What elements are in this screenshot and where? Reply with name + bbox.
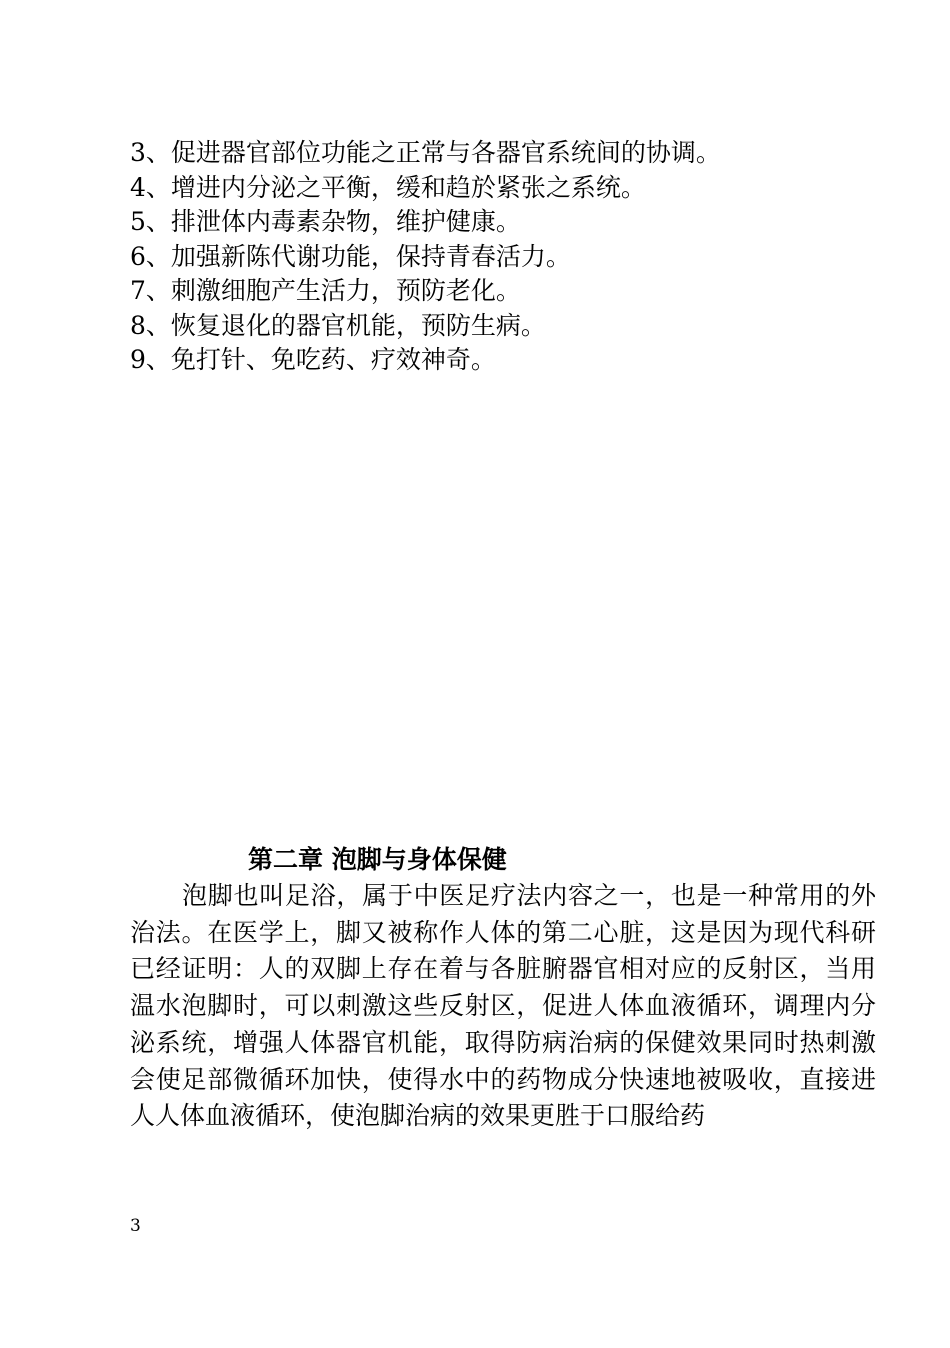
list-item: 5、排泄体内毒素杂物，维护健康。 [130, 207, 521, 236]
chapter-paragraph: 泡脚也叫足浴，属于中医足疗法内容之一，也是一种常用的外治法。在医学上，脚又被称作人体的第二心脏，这是因为现代科研已经证明：人的双脚上存在着与各脏腑器官相对应的反射区，当用温水泡脚时，可以刺激这些反射区，促进人体血液循环，调理内分泌系统，增强人体器官机能，取得防病治病的保健效果同时热刺激会使足部微循环加快，使得水中的药物成分快速地被吸收，直接进人人体血液循环，使泡脚治病的效果更胜于口服给药 [130, 881, 876, 1131]
list-item: 9、免打针、免吃药、疗效神奇。 [130, 345, 496, 374]
list-item: 8、恢复退化的器官机能，预防生病。 [130, 310, 546, 340]
list-item: 6、加强新陈代谢功能，保持青春活力。 [130, 241, 571, 271]
chapter-title: 第二章 泡脚与身体保健 [248, 845, 507, 874]
benefit-list [130, 136, 890, 378]
page-number: 3 [130, 1216, 141, 1236]
list-item: 7、刺激细胞产生活力，预防老化。 [130, 276, 521, 305]
list-item: 4、增进内分泌之平衡，缓和趋於紧张之系统。 [130, 172, 646, 202]
list-item: 3、促进器官部位功能之正常与各器官系统间的协调。 [130, 138, 721, 167]
